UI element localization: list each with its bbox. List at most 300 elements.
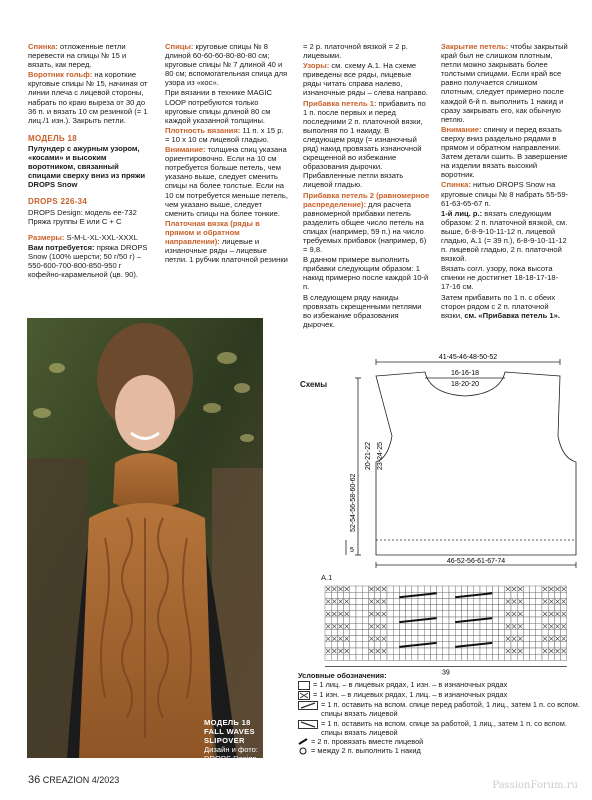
chart-cell [399, 586, 405, 592]
chart-cell [418, 605, 424, 611]
schemes-label: Схемы [300, 380, 328, 389]
legend-text: = 1 лиц. – в лицевых рядах, 1 изн. – в изнаночных рядах [313, 680, 508, 690]
dim-bottom: 46-52-56-61-67-74 [446, 558, 506, 565]
chart-cell [437, 611, 443, 617]
chart-cell [486, 636, 492, 642]
chart-cell [331, 617, 337, 623]
chart-cell [362, 617, 368, 623]
chart-cell [449, 648, 455, 654]
chart-cell [449, 592, 455, 598]
then-text: Затем прибавить по 1 п. с обеих сторон рядом с 2 п. платочной вязки, [441, 292, 556, 320]
chart-cell [399, 636, 405, 642]
caption-name-2: SLIPOVER [204, 736, 245, 745]
collar-text: на короткие круговые спицы № 15, начиная от линии плеча с лицевой стороны, набрать по краю выреза от 30 до 36 п. и вязать 10 см резинкой (= 1 лиц./1 изн.). Закрыть петли. [28, 70, 148, 125]
chart-cell [356, 648, 362, 654]
chart-cell [554, 654, 560, 660]
k2tog-icon [298, 738, 308, 745]
chart-cell [554, 617, 560, 623]
chart-cell [393, 654, 399, 660]
chart-cell [523, 617, 529, 623]
chart-cell [424, 611, 430, 617]
caption-url[interactable]: www.garnstudio.com [204, 763, 275, 772]
chart-cell [499, 623, 505, 629]
chart-a1 [321, 582, 573, 677]
chart-cell [530, 605, 536, 611]
model-code: DROPS 226-34 [28, 197, 88, 207]
row1-text: вязать следующим образом: 2 п. платочной вязкой, см. выше, 6-8-9-10-11-12 п. лицевой гладью, A.1 (= 39 п.), 6-8-9-10-11-12 п. лицевой гладью, 2 п. платочной вязкой. [441, 208, 568, 264]
caption-credit-1: Дизайн и фото: [204, 745, 259, 754]
increase1-heading: Прибавка петель 1: [303, 98, 377, 108]
chart-cell [418, 629, 424, 635]
chart-cell [474, 648, 480, 654]
chart-cell [523, 605, 529, 611]
chart-cell [412, 605, 418, 611]
chart-cell [536, 598, 542, 604]
chart-cell [499, 605, 505, 611]
chart-cell [393, 642, 399, 648]
chart-cell [536, 654, 542, 660]
increase2-heading: Прибавка петель 2 (равномерное распределение): [303, 190, 430, 209]
design-line: DROPS Design: модель ee-732 [28, 207, 137, 217]
chart-cell [393, 648, 399, 654]
back-section-heading: Спинка: [441, 180, 471, 190]
chart-cell [517, 617, 523, 623]
chart-cell [356, 654, 362, 660]
chart-cell [455, 636, 461, 642]
chart-cell [375, 605, 381, 611]
chart-cell [430, 605, 436, 611]
chart-cell [461, 598, 467, 604]
chart-cell [437, 648, 443, 654]
photo-caption [204, 718, 274, 772]
chart-cell [437, 598, 443, 604]
garter-cont: = 2 р. платочной вязкой = 2 р. лицевыми. [303, 42, 408, 61]
chart-cell [523, 642, 529, 648]
chart-cell [499, 642, 505, 648]
garter-heading: Платочная вязка (ряды в прямом и обратном направлении): [165, 218, 260, 246]
cable-back-icon [298, 720, 318, 729]
chart-cell [548, 592, 554, 598]
chart-cell [468, 605, 474, 611]
chart-cell [356, 592, 362, 598]
chart-cell [393, 629, 399, 635]
yarn-over-icon [298, 747, 308, 754]
chart-cell [455, 623, 461, 629]
chart-cell [530, 629, 536, 635]
chart-cell [344, 629, 350, 635]
chart-cell [362, 629, 368, 635]
text-column-4 [441, 42, 569, 321]
chart-cell [505, 629, 511, 635]
chart-cell [523, 611, 529, 617]
chart-cell [399, 629, 405, 635]
chart-cell [554, 642, 560, 648]
back-section-text: нитью DROPS Snow на круговые спицы № 8 набрать 55-59-61-63-65-67 п. [441, 180, 569, 208]
increase2-note: В следующем ряду накиды провязать скрещенными петлями во избежание образования дырочек. [303, 292, 422, 329]
chart-cell [387, 636, 393, 642]
caption-name-1: FALL WAVES [204, 727, 255, 736]
chart-cell [437, 642, 443, 648]
chart-cell [511, 654, 517, 660]
chart-cell [337, 592, 343, 598]
chart-cell [399, 623, 405, 629]
chart-cell [412, 598, 418, 604]
chart-cell [381, 642, 387, 648]
increase2-example: В данном примере выполнить прибавки следующим образом: 1 накид примерно после каждой 10-й п. [303, 255, 429, 292]
chart-cell [474, 629, 480, 635]
chart-cell [443, 648, 449, 654]
chart-cell [412, 629, 418, 635]
sizes-text: S-M-L-XL-XXL-XXXL [64, 232, 138, 242]
chart-cell [387, 592, 393, 598]
chart-cell [350, 629, 356, 635]
increase2-text: для расчета равномерной прибавки петель разделить общее число петель на спицах (например, 59 п.) на число требуемых прибавок (например, 6) = 9,8. [303, 199, 427, 255]
chart-cell [337, 642, 343, 648]
chart-cell [542, 605, 548, 611]
yarn-group: Пряжа группы E или C + C [28, 216, 122, 226]
chart-cell [523, 648, 529, 654]
chart-cell [331, 629, 337, 635]
chart-cell [492, 611, 498, 617]
dim-length: 52-54-56-58-60-62 [350, 473, 357, 532]
chart-cell [337, 654, 343, 660]
chart-cell [499, 629, 505, 635]
chart-cell [424, 648, 430, 654]
chart-cell [486, 586, 492, 592]
garter-text: лицевые и изнаночные ряды – лицевые петли. 1 рубчик платочной резинки [165, 236, 288, 265]
chart-cell [517, 642, 523, 648]
chart-cell [393, 592, 399, 598]
chart-cell [381, 629, 387, 635]
chart-cell [455, 629, 461, 635]
chart-cell [375, 592, 381, 598]
cable-front-icon [298, 701, 318, 710]
chart-cell [406, 611, 412, 617]
chart-cell [362, 648, 368, 654]
chart-cell [418, 648, 424, 654]
chart-cell [449, 605, 455, 611]
chart-cell [511, 605, 517, 611]
chart-cell [406, 654, 412, 660]
chart-cell [468, 629, 474, 635]
chart-cell [418, 623, 424, 629]
chart-cell [480, 648, 486, 654]
chart-cell [449, 623, 455, 629]
chart-cell [505, 605, 511, 611]
chart-cell [455, 605, 461, 611]
chart-cell [368, 605, 374, 611]
chart-label: A.1 [321, 573, 333, 582]
chart-cell [350, 642, 356, 648]
chart-cell [430, 611, 436, 617]
chart-cell [542, 617, 548, 623]
chart-cell [536, 629, 542, 635]
chart-cell [548, 629, 554, 635]
bindoff-heading: Закрытие петель: [441, 42, 509, 51]
chart-cell [350, 611, 356, 617]
chart-cell [474, 598, 480, 604]
chart-cell [356, 642, 362, 648]
chart-cell [499, 654, 505, 660]
chart-cell [437, 629, 443, 635]
chart-cell [468, 623, 474, 629]
dim-neck-inner: 18-20-20 [450, 381, 480, 388]
chart-cell [443, 611, 449, 617]
chart-cell [375, 617, 381, 623]
chart-cell [350, 617, 356, 623]
model-title: Пулундер с ажурным узором, «косами» и высоким воротником, связанный спицами сверху вниз из пряжи DROPS Snow [28, 143, 146, 190]
legend-item [298, 746, 583, 755]
chart-cell [492, 623, 498, 629]
chart-cell [375, 642, 381, 648]
chart-cell [542, 654, 548, 660]
pattern-heading: Узоры: [303, 61, 330, 71]
chart-cell [523, 598, 529, 604]
chart-cell [486, 654, 492, 660]
chart-cell [461, 623, 467, 629]
collar-heading: Воротник гольф: [28, 70, 93, 80]
chart-cell [356, 617, 362, 623]
chart-cell [368, 654, 374, 660]
chart-cell [443, 592, 449, 598]
chart-cell [430, 598, 436, 604]
chart-cell [536, 611, 542, 617]
chart-cell [387, 629, 393, 635]
chart-cell [461, 586, 467, 592]
needles-text: круговые спицы № 8 длиной 60-60-60-80-80-80 см; круговые спицы № 7 длиной 40 и 80 см; вспомогательная спица для узора из «кос». [165, 42, 288, 88]
chart-cell [344, 592, 350, 598]
chart-cell [536, 605, 542, 611]
chart-cell [449, 654, 455, 660]
chart-cell [530, 648, 536, 654]
chart-cell [561, 654, 567, 660]
knit-symbol-icon [298, 681, 310, 690]
density-heading: Плотность вязания: [165, 125, 241, 135]
sizes-heading: Размеры: [28, 232, 65, 242]
chart-cell [443, 642, 449, 648]
chart-cell [523, 636, 529, 642]
chart-cell [530, 623, 536, 629]
chart-cell [368, 642, 374, 648]
magic-loop-text: При вязании в технике MAGIC LOOP потребуются только круговые спицы длиной 80 см каждой указанной толщины. [165, 88, 273, 125]
chart-cell [511, 617, 517, 623]
chart-cell [486, 623, 492, 629]
model-photo [27, 318, 263, 758]
chart-cell [536, 592, 542, 598]
chart-cell [375, 629, 381, 635]
chart-cell [325, 617, 331, 623]
chart-cell [536, 586, 542, 592]
chart-cell [412, 623, 418, 629]
chart-cell [387, 623, 393, 629]
watermark: PassionForum.ru [492, 780, 578, 791]
chart-cell [523, 586, 529, 592]
chart-cell [505, 617, 511, 623]
chart-cell [362, 605, 368, 611]
chart-cell [455, 598, 461, 604]
materials-text: пряжа DROPS Snow (100% шерсти; 50 г/50 г) – 550-600-700-800-850-950 г кофейно-карамельной (цв. 90). [28, 242, 148, 280]
chart-cell [480, 654, 486, 660]
then-ref: см. «Прибавка петель 1». [464, 310, 560, 320]
chart-cell [325, 592, 331, 598]
note-text: спинку и перед вязать сверху вниз раздельно рядами в прямом и обратном направлении. Затем детали сшить. В завершение на изделии вязать высокий воротник. [441, 124, 568, 180]
chart-cell [412, 611, 418, 617]
chart-cell [412, 648, 418, 654]
chart-cell [449, 617, 455, 623]
legend-item [298, 737, 583, 746]
chart-cell [399, 598, 405, 604]
chart-cell [325, 629, 331, 635]
chart-cell [536, 636, 542, 642]
chart-cell [437, 617, 443, 623]
chart-cell [437, 654, 443, 660]
attention-heading: Внимание: [165, 145, 206, 155]
chart-cell [542, 642, 548, 648]
chart-cell [530, 592, 536, 598]
chart-cell [406, 623, 412, 629]
legend-item [298, 700, 583, 718]
chart-cell [480, 586, 486, 592]
needles-heading: Спицы: [165, 42, 194, 51]
chart-cell [381, 605, 387, 611]
chart-cell [461, 654, 467, 660]
chart-cell [406, 636, 412, 642]
chart-cell [492, 586, 498, 592]
chart-cell [474, 636, 480, 642]
chart-cell [486, 629, 492, 635]
chart-cell [505, 654, 511, 660]
chart-cell [430, 654, 436, 660]
chart-cell [461, 629, 467, 635]
chart-cell [449, 642, 455, 648]
chart-cell [368, 592, 374, 598]
chart-cell [443, 617, 449, 623]
chart-cell [461, 648, 467, 654]
chart-cell [424, 598, 430, 604]
chart-cell [437, 623, 443, 629]
chart-cell [412, 636, 418, 642]
chart-cell [492, 592, 498, 598]
chart-cell [492, 654, 498, 660]
chart-cell [387, 586, 393, 592]
chart-cell [424, 605, 430, 611]
chart-cell [325, 654, 331, 660]
chart-cell [461, 611, 467, 617]
chart-cell [468, 611, 474, 617]
chart-cell [350, 623, 356, 629]
text-column-3 [303, 42, 431, 330]
chart-cell [492, 636, 498, 642]
chart-cell [437, 636, 443, 642]
chart-cell [356, 605, 362, 611]
chart-cell [554, 605, 560, 611]
chart-cell [368, 617, 374, 623]
chart-cell [530, 611, 536, 617]
row1-heading: 1-й лиц. р.: [441, 208, 483, 218]
chart-cell [492, 617, 498, 623]
chart-cell [393, 623, 399, 629]
chart-cell [492, 629, 498, 635]
dim-armhole-b: 23-24-25 [377, 441, 384, 470]
chart-cell [536, 623, 542, 629]
chart-cell [468, 654, 474, 660]
chart-cell [437, 586, 443, 592]
chart-cell [375, 654, 381, 660]
legend-text: = 1 изн. – в лицевых рядах, 1 лиц. – в изнаночных рядах [313, 690, 508, 700]
chart-cell [344, 617, 350, 623]
chart-cell [561, 617, 567, 623]
note-heading: Внимание: [441, 124, 482, 134]
chart-cell [505, 642, 511, 648]
chart-cell [480, 636, 486, 642]
chart-cell [325, 605, 331, 611]
chart-cell [362, 598, 368, 604]
chart-cell [443, 636, 449, 642]
chart-cell [362, 654, 368, 660]
chart-cell [437, 592, 443, 598]
chart-cell [443, 605, 449, 611]
chart-cell [350, 592, 356, 598]
chart-cell [468, 648, 474, 654]
chart-cell [511, 642, 517, 648]
chart-cell [511, 629, 517, 635]
chart-cell [337, 629, 343, 635]
chart-cell [406, 586, 412, 592]
chart-cell [443, 586, 449, 592]
chart-cell [381, 592, 387, 598]
photo-illustration [27, 318, 263, 758]
chart-cell [393, 617, 399, 623]
chart-cell [387, 598, 393, 604]
chart-cell [561, 605, 567, 611]
chart-cell [499, 611, 505, 617]
chart-cell [325, 642, 331, 648]
chart-cell [331, 605, 337, 611]
purl-symbol-icon [298, 691, 310, 700]
chart-cell [499, 636, 505, 642]
chart-cell [399, 654, 405, 660]
chart-cell [393, 586, 399, 592]
chart-cell [387, 617, 393, 623]
chart-cell [344, 642, 350, 648]
chart-cell [430, 623, 436, 629]
chart-cell [406, 648, 412, 654]
chart-cell [449, 636, 455, 642]
chart-cell [344, 605, 350, 611]
chart-cell [362, 611, 368, 617]
chart-cell [356, 623, 362, 629]
back-text: отложенные петли перевести на спицы № 15 и вязать, как перед. [28, 42, 127, 70]
chart-cell [449, 586, 455, 592]
continue-text: Вязать согл. узору, пока высота спинки не достигнет 18-18-17-18-17-16 см. [441, 264, 559, 292]
chart-cell [480, 598, 486, 604]
chart-cell [517, 654, 523, 660]
chart-cell [499, 648, 505, 654]
chart-cell [480, 629, 486, 635]
bindoff-text: чтобы закрытый край был не слишком плотным, петли можно закрывать более толстыми спицами. Если край все равно получается слишком плотным, следует примерно после каждой 6-й п. выполнить 1 накид и сразу закрывать его, как обычную петлю. [441, 42, 568, 124]
chart-cell [412, 586, 418, 592]
chart-cell [430, 636, 436, 642]
chart-cell [468, 598, 474, 604]
legend [298, 671, 583, 755]
chart-cell [387, 611, 393, 617]
chart-cell [530, 654, 536, 660]
caption-credit-2: DROPS Design [204, 754, 257, 763]
chart-grid [325, 586, 567, 660]
chart-cell [554, 629, 560, 635]
chart-cell [474, 623, 480, 629]
chart-cell [449, 629, 455, 635]
